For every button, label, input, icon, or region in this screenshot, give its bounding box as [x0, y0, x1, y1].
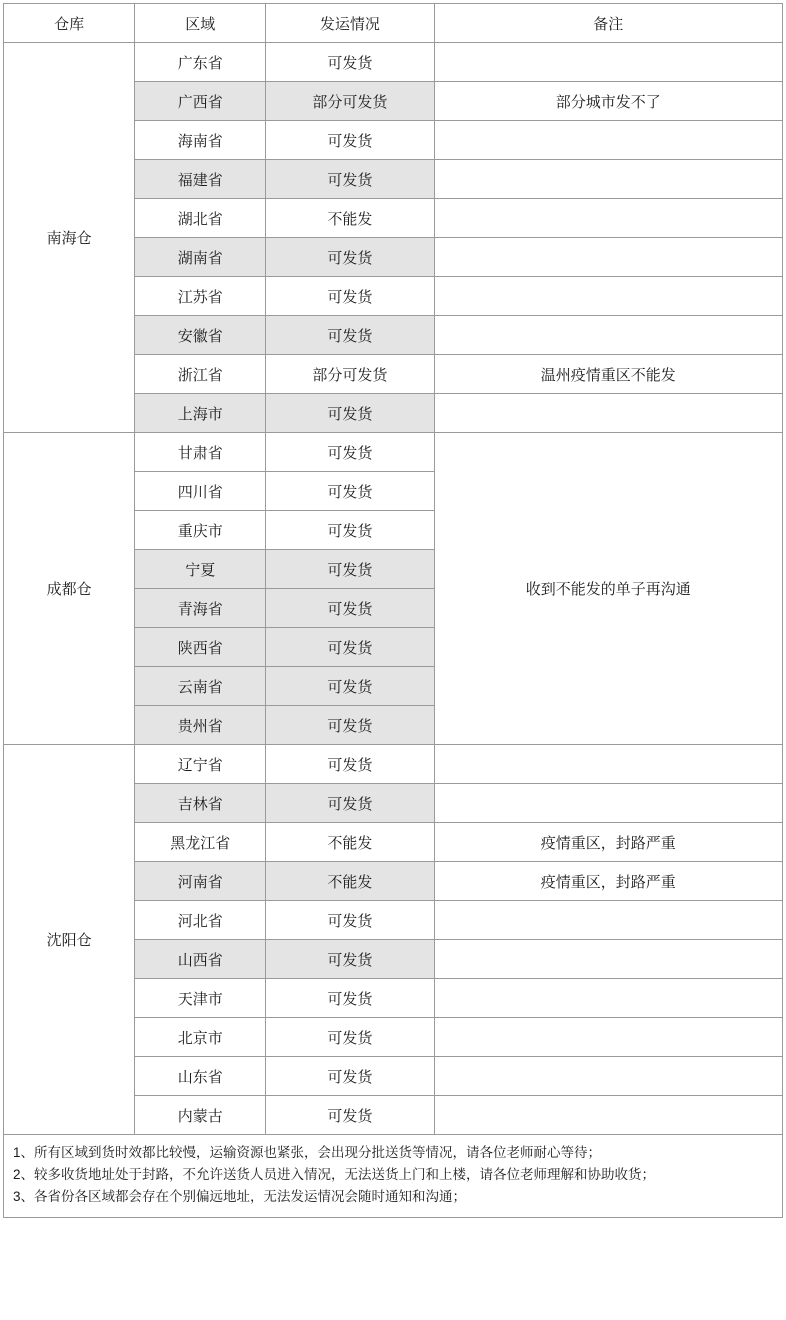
column-header-note: 备注 — [434, 4, 782, 43]
note-cell — [434, 1057, 782, 1096]
table-row — [4, 43, 783, 82]
status-cell: 可发货 — [266, 394, 434, 433]
note-cell — [434, 1018, 782, 1057]
status-cell: 可发货 — [266, 550, 434, 589]
note-cell — [434, 43, 782, 82]
note-cell: 疫情重区，封路严重 — [434, 862, 782, 901]
note-cell — [434, 979, 782, 1018]
status-cell: 可发货 — [266, 1057, 434, 1096]
note-cell: 温州疫情重区不能发 — [434, 355, 782, 394]
note-cell — [434, 745, 782, 784]
region-cell: 吉林省 — [135, 784, 266, 823]
region-cell: 重庆市 — [135, 511, 266, 550]
shipping-status-sheet — [0, 3, 786, 1218]
column-header-region: 区域 — [135, 4, 266, 43]
warehouse-cell: 南海仓 — [4, 43, 135, 433]
region-cell: 内蒙古 — [135, 1096, 266, 1135]
status-cell: 可发货 — [266, 43, 434, 82]
footer-note-line: 3、各省份各区域都会存在个别偏远地址，无法发运情况会随时通知和沟通； — [13, 1188, 467, 1204]
table-body — [4, 43, 783, 1135]
warehouse-cell: 成都仓 — [4, 433, 135, 745]
region-cell: 河北省 — [135, 901, 266, 940]
note-cell — [434, 901, 782, 940]
region-cell: 宁夏 — [135, 550, 266, 589]
note-cell — [434, 1096, 782, 1135]
note-cell — [434, 940, 782, 979]
region-cell: 北京市 — [135, 1018, 266, 1057]
status-cell: 可发货 — [266, 1018, 434, 1057]
status-cell: 不能发 — [266, 199, 434, 238]
region-cell: 河南省 — [135, 862, 266, 901]
status-cell: 可发货 — [266, 667, 434, 706]
status-cell: 部分可发货 — [266, 82, 434, 121]
region-cell: 天津市 — [135, 979, 266, 1018]
column-header-status: 发运情况 — [266, 4, 434, 43]
status-cell: 可发货 — [266, 979, 434, 1018]
status-cell: 可发货 — [266, 628, 434, 667]
status-cell: 可发货 — [266, 589, 434, 628]
warehouse-cell: 沈阳仓 — [4, 745, 135, 1135]
status-cell: 可发货 — [266, 706, 434, 745]
table-header — [4, 4, 783, 43]
footer-note-line: 1、所有区域到货时效都比较慢，运输资源也紧张，会出现分批送货等情况，请各位老师耐心等待； — [13, 1145, 602, 1160]
note-cell — [434, 277, 782, 316]
status-cell: 可发货 — [266, 433, 434, 472]
region-cell: 广东省 — [135, 43, 266, 82]
status-cell: 可发货 — [266, 121, 434, 160]
note-cell — [434, 784, 782, 823]
note-cell: 部分城市发不了 — [434, 82, 782, 121]
note-cell — [434, 160, 782, 199]
status-cell: 可发货 — [266, 940, 434, 979]
status-cell: 可发货 — [266, 472, 434, 511]
note-cell — [434, 316, 782, 355]
region-cell: 上海市 — [135, 394, 266, 433]
status-cell: 可发货 — [266, 238, 434, 277]
region-cell: 陕西省 — [135, 628, 266, 667]
region-cell: 四川省 — [135, 472, 266, 511]
shipping-status-table — [3, 3, 783, 1135]
region-cell: 广西省 — [135, 82, 266, 121]
note-cell — [434, 121, 782, 160]
table-row — [4, 745, 783, 784]
note-cell — [434, 199, 782, 238]
region-cell: 湖北省 — [135, 199, 266, 238]
region-cell: 安徽省 — [135, 316, 266, 355]
status-cell: 不能发 — [266, 862, 434, 901]
region-cell: 江苏省 — [135, 277, 266, 316]
status-cell: 可发货 — [266, 277, 434, 316]
region-cell: 甘肃省 — [135, 433, 266, 472]
status-cell: 可发货 — [266, 316, 434, 355]
status-cell: 可发货 — [266, 1096, 434, 1135]
region-cell: 福建省 — [135, 160, 266, 199]
status-cell: 不能发 — [266, 823, 434, 862]
footer-notes — [3, 1135, 783, 1218]
table-row — [4, 433, 783, 472]
region-cell: 山西省 — [135, 940, 266, 979]
region-cell: 海南省 — [135, 121, 266, 160]
status-cell: 可发货 — [266, 160, 434, 199]
note-cell — [434, 394, 782, 433]
table-header-row — [4, 4, 783, 43]
region-cell: 黑龙江省 — [135, 823, 266, 862]
status-cell: 部分可发货 — [266, 355, 434, 394]
region-cell: 湖南省 — [135, 238, 266, 277]
status-cell: 可发货 — [266, 511, 434, 550]
region-cell: 山东省 — [135, 1057, 266, 1096]
region-cell: 贵州省 — [135, 706, 266, 745]
status-cell: 可发货 — [266, 745, 434, 784]
region-cell: 青海省 — [135, 589, 266, 628]
note-cell: 疫情重区，封路严重 — [434, 823, 782, 862]
status-cell: 可发货 — [266, 784, 434, 823]
status-cell: 可发货 — [266, 901, 434, 940]
column-header-warehouse: 仓库 — [4, 4, 135, 43]
note-cell — [434, 238, 782, 277]
region-cell: 辽宁省 — [135, 745, 266, 784]
footer-note-line: 2、较多收货地址处于封路，不允许送货人员进入情况，无法送货上门和上楼，请各位老师理解和协助收货； — [13, 1166, 656, 1182]
region-cell: 云南省 — [135, 667, 266, 706]
note-cell: 收到不能发的单子再沟通 — [434, 433, 782, 745]
region-cell: 浙江省 — [135, 355, 266, 394]
